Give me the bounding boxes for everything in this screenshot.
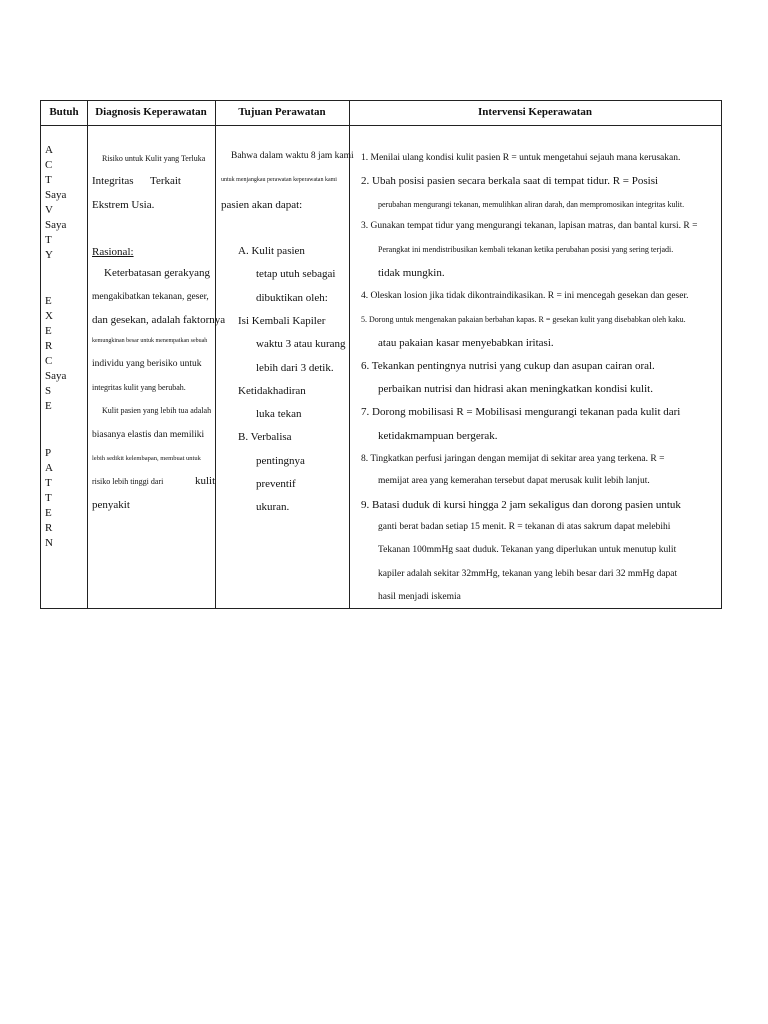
butuh-line: E <box>45 507 52 519</box>
intervensi-item-3-note: tidak mungkin. <box>378 267 445 279</box>
intervensi-item-7-note: ketidakmampuan bergerak. <box>378 430 498 442</box>
diagnosis-line: dan gesekan, adalah faktornya <box>92 314 226 326</box>
intervensi-item-5-note: atau pakaian kasar menyebabkan iritasi. <box>378 337 554 349</box>
diagnosis-line: kulit <box>195 475 216 487</box>
tujuan-line: lebih dari 3 detik. <box>256 362 334 374</box>
diagnosis-line: mengakibatkan tekanan, geser, <box>92 292 209 302</box>
butuh-line: T <box>45 477 52 489</box>
intervensi-item-9-note: kapiler adalah sekitar 32mmHg, tekanan yang lebih besar dari 32 mmHg dapat <box>378 569 678 579</box>
intervensi-item-4: 4. Oleskan losion jika tidak dikontraindikasikan. R = ini mencegah gesekan dan geser. <box>361 291 689 301</box>
tujuan-line: dibuktikan oleh: <box>256 292 328 304</box>
intervensi-item-9-note: ganti berat badan setiap 15 menit. R = tekanan di atas sakrum dapat melebihi <box>378 522 671 532</box>
diagnosis-line: Kulit pasien yang lebih tua adalah <box>102 406 212 415</box>
butuh-line: V <box>45 204 53 216</box>
intervensi-item-2: 2. Ubah posisi pasien secara berkala saat di tempat tidur. R = Posisi <box>361 175 659 187</box>
diagnosis-line: lebih sedikit kelembapan, membuat untuk <box>92 455 201 462</box>
column-divider <box>215 101 216 608</box>
tujuan-line: luka tekan <box>256 408 302 420</box>
butuh-line: X <box>45 310 53 322</box>
tujuan-line: ukuran. <box>256 501 290 513</box>
diagnosis-line: Keterbatasan gerakyang <box>104 267 210 279</box>
intervensi-item-6-note: perbaikan nutrisi dan hidrasi akan meningkatkan kondisi kulit. <box>378 383 653 395</box>
butuh-line: C <box>45 159 53 171</box>
diagnosis-line: Risiko untuk Kulit yang Terluka <box>102 154 206 163</box>
tujuan-line: untuk menjangkau perawatan keperawatan kami <box>221 177 337 183</box>
butuh-line: T <box>45 234 52 246</box>
intervensi-item-3: 3. Gunakan tempat tidur yang mengurangi tekanan, lapisan matras, dan bantal kursi. R = <box>361 221 698 231</box>
diagnosis-line: Ekstrem Usia. <box>92 199 155 211</box>
intervensi-item-8-note: memijat area yang kemerahan tersebut dapat merusak kulit lebih lanjut. <box>378 476 650 486</box>
intervensi-item-6: 6. Tekankan pentingnya nutrisi yang cukup dan asupan cairan oral. <box>361 360 655 372</box>
intervensi-item-1: 1. Menilai ulang kondisi kulit pasien R = untuk mengetahui sejauh mana kerusakan. <box>361 153 681 163</box>
tujuan-line: Ketidakhadiran <box>238 385 306 397</box>
intervensi-item-9-note: Tekanan 100mmHg saat duduk. Tekanan yang diperlukan untuk menutup kulit <box>378 545 677 555</box>
tujuan-line: Bahwa dalam waktu 8 jam kami <box>231 151 354 161</box>
diagnosis-line: risiko lebih tinggi dari <box>92 477 164 486</box>
column-divider <box>87 101 88 608</box>
care-plan-table <box>40 100 722 609</box>
butuh-line: P <box>45 447 52 459</box>
butuh-line: Saya <box>45 219 67 231</box>
diagnosis-line: penyakit <box>92 499 130 511</box>
butuh-line: R <box>45 522 53 534</box>
tujuan-line: preventif <box>256 478 296 490</box>
diagnosis-line: integritas kulit yang berubah. <box>92 383 186 392</box>
intervensi-column <box>361 125 719 608</box>
butuh-line: S <box>45 385 52 397</box>
tujuan-line: waktu 3 atau kurang <box>256 338 346 350</box>
tujuan-line: pentingnya <box>256 455 305 467</box>
tujuan-line: pasien akan dapat: <box>221 199 303 211</box>
intervensi-item-9: 9. Batasi duduk di kursi hingga 2 jam sekaligus dan dorong pasien untuk <box>361 499 681 511</box>
header-butuh: Butuh <box>49 106 79 118</box>
intervensi-item-9-note: hasil menjadi iskemia <box>378 592 461 602</box>
butuh-column <box>45 125 85 608</box>
intervensi-item-7: 7. Dorong mobilisasi R = Mobilisasi mengurangi tekanan pada kulit dari <box>361 406 681 418</box>
intervensi-item-5: 5. Dorong untuk mengenakan pakaian berbahan kapas. R = gesekan kulit yang disebabkan oleh kaku. <box>361 315 686 324</box>
butuh-line: Y <box>45 249 53 261</box>
butuh-line: R <box>45 340 53 352</box>
diagnosis-line: Integritas <box>92 175 134 187</box>
intervensi-item-8: 8. Tingkatkan perfusi jaringan dengan memijat di sekitar area yang terkena. R = <box>361 454 665 464</box>
column-divider <box>349 101 350 608</box>
butuh-line: T <box>45 174 52 186</box>
tujuan-line: tetap utuh sebagai <box>256 268 336 280</box>
butuh-line: A <box>45 462 53 474</box>
rasional-label: Rasional: <box>92 246 134 258</box>
diagnosis-line: kemungkinan besar untuk menempatkan sebuah <box>92 338 208 344</box>
table-header-row <box>41 101 721 126</box>
intervensi-item-3-note: Perangkat ini mendistribusikan kembali tekanan ketika perubahan posisi yang sering terjadi. <box>378 245 674 254</box>
butuh-line: T <box>45 492 52 504</box>
butuh-line: E <box>45 295 52 307</box>
intervensi-item-2-note: perubahan mengurangi tekanan, memulihkan aliran darah, dan mempromosikan integritas kulit. <box>378 200 685 209</box>
diagnosis-column <box>92 125 226 608</box>
tujuan-line: Isi Kembali Kapiler <box>238 315 326 327</box>
tujuan-column <box>221 125 354 608</box>
butuh-line: C <box>45 355 53 367</box>
tujuan-line: A. Kulit pasien <box>238 245 305 257</box>
butuh-line: Saya <box>45 189 67 201</box>
butuh-line: E <box>45 325 52 337</box>
butuh-line: Saya <box>45 370 67 382</box>
tujuan-line: B. Verbalisa <box>238 431 292 443</box>
diagnosis-line: individu yang berisiko untuk <box>92 359 202 369</box>
header-intervensi: Intervensi Keperawatan <box>478 106 592 118</box>
butuh-line: A <box>45 144 53 156</box>
header-tujuan: Tujuan Perawatan <box>238 106 326 118</box>
diagnosis-line: biasanya elastis dan memiliki <box>92 430 205 440</box>
diagnosis-line: Terkait <box>150 175 181 187</box>
butuh-line: E <box>45 400 52 412</box>
butuh-line: N <box>45 537 53 549</box>
header-diagnosis: Diagnosis Keperawatan <box>95 106 207 118</box>
